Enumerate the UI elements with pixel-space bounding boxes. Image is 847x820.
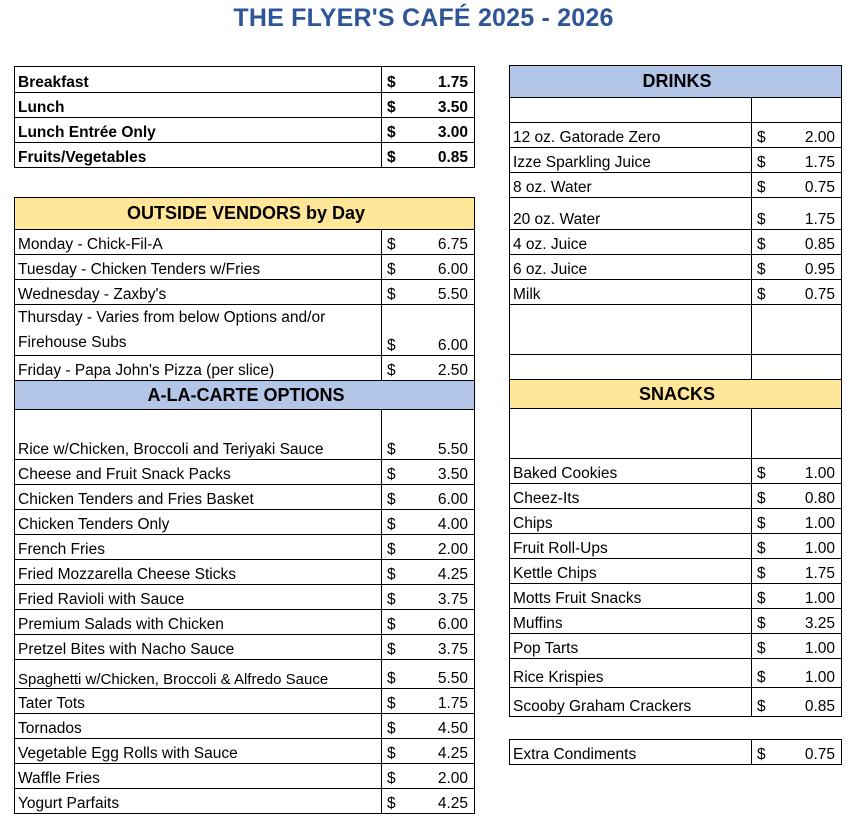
drink-name: 20 oz. Water [510, 198, 752, 230]
snack-name: Chips [510, 509, 752, 534]
snack-price: 1.00 [780, 459, 842, 484]
extra-row [510, 740, 842, 765]
snack-price: 1.00 [780, 509, 842, 534]
item-name: Fried Mozzarella Cheese Sticks [15, 560, 382, 585]
alacarte-row [15, 610, 475, 635]
drink-row [510, 123, 842, 148]
vendor-price: 6.00 [411, 255, 475, 280]
currency-symbol: $ [382, 585, 411, 610]
vendor-row [15, 356, 475, 381]
snack-name: Muffins [510, 609, 752, 634]
currency-symbol: $ [382, 460, 411, 485]
item-name: Premium Salads with Chicken [15, 610, 382, 635]
currency-symbol: $ [382, 789, 411, 814]
alacarte-row [15, 460, 475, 485]
currency-symbol: $ [752, 148, 780, 173]
snack-price: 0.85 [780, 688, 842, 717]
drinks-blank-row [510, 98, 842, 123]
blank-cell [780, 98, 842, 123]
snack-row [510, 688, 842, 717]
drinks-heading: DRINKS [510, 66, 842, 98]
currency-symbol: $ [752, 509, 780, 534]
item-name: Fried Ravioli with Sauce [15, 585, 382, 610]
currency-symbol: $ [382, 93, 411, 118]
snack-price: 1.00 [780, 634, 842, 659]
currency-symbol: $ [382, 535, 411, 560]
currency-symbol: $ [752, 255, 780, 280]
currency-symbol: $ [382, 764, 411, 789]
currency-symbol: $ [382, 689, 411, 714]
snack-name: Fruit Roll-Ups [510, 534, 752, 559]
item-name: Tater Tots [15, 689, 382, 714]
snack-name: Kettle Chips [510, 559, 752, 584]
meal-row [15, 143, 475, 168]
snack-name: Scooby Graham Crackers [510, 688, 752, 717]
currency-symbol: $ [752, 198, 780, 230]
alacarte-row [15, 689, 475, 714]
drink-price: 2.00 [780, 123, 842, 148]
currency-symbol: $ [382, 118, 411, 143]
snack-price: 0.80 [780, 484, 842, 509]
drink-name: 6 oz. Juice [510, 255, 752, 280]
vendor-name: Tuesday - Chicken Tenders w/Fries [15, 255, 382, 280]
snack-row [510, 559, 842, 584]
currency-symbol: $ [752, 740, 780, 765]
snack-name: Motts Fruit Snacks [510, 584, 752, 609]
snack-row [510, 609, 842, 634]
currency-symbol: $ [382, 280, 411, 305]
vendor-price: 6.00 [411, 305, 475, 356]
currency-symbol: $ [382, 305, 411, 356]
drink-row [510, 230, 842, 255]
drink-price: 1.75 [780, 198, 842, 230]
blank-cell [510, 409, 752, 459]
snack-row [510, 509, 842, 534]
currency-symbol: $ [752, 659, 780, 688]
alacarte-row [15, 764, 475, 789]
item-price: 5.50 [411, 410, 475, 460]
meal-name: Lunch Entrée Only [15, 118, 382, 143]
currency-symbol: $ [752, 459, 780, 484]
currency-symbol: $ [752, 484, 780, 509]
currency-symbol: $ [382, 739, 411, 764]
alacarte-row [15, 635, 475, 660]
item-price: 3.50 [411, 460, 475, 485]
item-name: Yogurt Parfaits [15, 789, 382, 814]
meal-name: Breakfast [15, 67, 382, 93]
snack-row [510, 484, 842, 509]
item-price: 4.25 [411, 789, 475, 814]
vendor-price: 6.75 [411, 230, 475, 255]
currency-symbol: $ [382, 714, 411, 739]
item-price: 4.50 [411, 714, 475, 739]
meal-row [15, 118, 475, 143]
currency-symbol: $ [382, 143, 411, 168]
vendor-name-line2: Firehouse Subs [18, 334, 127, 351]
alacarte-row [15, 585, 475, 610]
drink-price: 0.85 [780, 230, 842, 255]
blank-cell [780, 355, 842, 380]
item-price: 2.00 [411, 535, 475, 560]
vendor-row [15, 280, 475, 305]
drinks-header-row [510, 66, 842, 98]
currency-symbol: $ [752, 609, 780, 634]
meal-price: 0.85 [411, 143, 475, 168]
currency-symbol: $ [752, 534, 780, 559]
item-price: 6.00 [411, 610, 475, 635]
snack-row [510, 659, 842, 688]
currency-symbol: $ [752, 634, 780, 659]
vendor-name-line1: Thursday - Varies from below Options and/or [18, 309, 326, 326]
item-name: Chicken Tenders and Fries Basket [15, 485, 382, 510]
drink-row [510, 148, 842, 173]
item-name: Spaghetti w/Chicken, Broccoli & Alfredo Sauce [15, 660, 382, 689]
blank-cell [752, 305, 780, 355]
snack-name: Baked Cookies [510, 459, 752, 484]
vendor-name [15, 305, 382, 356]
item-name: Chicken Tenders Only [15, 510, 382, 535]
item-name: Tornados [15, 714, 382, 739]
drink-name: 4 oz. Juice [510, 230, 752, 255]
item-name: Pretzel Bites with Nacho Sauce [15, 635, 382, 660]
item-name: Waffle Fries [15, 764, 382, 789]
currency-symbol: $ [382, 635, 411, 660]
blank-cell [510, 98, 752, 123]
blank-cell [780, 409, 842, 459]
drink-row [510, 280, 842, 305]
drink-name: Milk [510, 280, 752, 305]
snack-row [510, 459, 842, 484]
snack-name: Pop Tarts [510, 634, 752, 659]
vendors-header-row [15, 198, 475, 230]
snack-row [510, 584, 842, 609]
blank-cell [510, 305, 752, 355]
alacarte-heading: A-LA-CARTE OPTIONS [15, 381, 475, 410]
snack-price: 1.00 [780, 584, 842, 609]
drinks-snacks-table [509, 65, 842, 717]
meal-price: 3.00 [411, 118, 475, 143]
alacarte-row [15, 560, 475, 585]
meal-price: 1.75 [411, 67, 475, 93]
alacarte-row [15, 510, 475, 535]
drink-row [510, 198, 842, 230]
currency-symbol: $ [382, 510, 411, 535]
item-price: 5.50 [411, 660, 475, 689]
vendor-row [15, 255, 475, 280]
item-price: 4.00 [411, 510, 475, 535]
drink-name: 12 oz. Gatorade Zero [510, 123, 752, 148]
snack-name: Cheez-Its [510, 484, 752, 509]
currency-symbol: $ [382, 660, 411, 689]
currency-symbol: $ [382, 485, 411, 510]
meal-row [15, 93, 475, 118]
currency-symbol: $ [752, 123, 780, 148]
page-title: THE FLYER'S CAFÉ 2025 - 2026 [233, 4, 614, 32]
vendor-name: Wednesday - Zaxby's [15, 280, 382, 305]
item-name: Rice w/Chicken, Broccoli and Teriyaki Sauce [15, 410, 382, 460]
snacks-heading: SNACKS [510, 380, 842, 409]
item-name: Cheese and Fruit Snack Packs [15, 460, 382, 485]
blank-cell [752, 409, 780, 459]
alacarte-row [15, 789, 475, 814]
drink-row [510, 173, 842, 198]
drink-row [510, 255, 842, 280]
item-price: 3.75 [411, 585, 475, 610]
drink-name: 8 oz. Water [510, 173, 752, 198]
currency-symbol: $ [382, 230, 411, 255]
alacarte-row [15, 660, 475, 689]
currency-symbol: $ [382, 410, 411, 460]
currency-symbol: $ [382, 560, 411, 585]
meal-row [15, 67, 475, 93]
blank-cell [752, 98, 780, 123]
vendor-name: Friday - Papa John's Pizza (per slice) [15, 356, 382, 381]
item-price: 6.00 [411, 485, 475, 510]
drink-price: 0.75 [780, 173, 842, 198]
currency-symbol: $ [752, 559, 780, 584]
alacarte-row [15, 485, 475, 510]
currency-symbol: $ [752, 173, 780, 198]
snack-price: 1.00 [780, 659, 842, 688]
drink-price: 1.75 [780, 148, 842, 173]
currency-symbol: $ [752, 584, 780, 609]
currency-symbol: $ [752, 688, 780, 717]
drink-name: Izze Sparkling Juice [510, 148, 752, 173]
snack-price: 1.75 [780, 559, 842, 584]
alacarte-header-row [15, 381, 475, 410]
alacarte-row [15, 714, 475, 739]
meal-name: Fruits/Vegetables [15, 143, 382, 168]
blank-cell [752, 355, 780, 380]
blank-cell [780, 305, 842, 355]
snacks-header-row [510, 380, 842, 409]
alacarte-row [15, 410, 475, 460]
snacks-blank-row [510, 409, 842, 459]
alacarte-row [15, 535, 475, 560]
snack-name: Rice Krispies [510, 659, 752, 688]
meal-price: 3.50 [411, 93, 475, 118]
alacarte-row [15, 739, 475, 764]
drink-price: 0.95 [780, 255, 842, 280]
vendor-price: 2.50 [411, 356, 475, 381]
item-price: 2.00 [411, 764, 475, 789]
currency-symbol: $ [382, 610, 411, 635]
currency-symbol: $ [752, 280, 780, 305]
meal-name: Lunch [15, 93, 382, 118]
snack-price: 1.00 [780, 534, 842, 559]
currency-symbol: $ [382, 255, 411, 280]
vendors-heading: OUTSIDE VENDORS by Day [15, 198, 475, 230]
currency-symbol: $ [382, 356, 411, 381]
snack-row [510, 534, 842, 559]
extra-name: Extra Condiments [510, 740, 752, 765]
item-price: 4.25 [411, 739, 475, 764]
item-price: 3.75 [411, 635, 475, 660]
vendor-row [15, 230, 475, 255]
drinks-blank-row [510, 355, 842, 380]
menu-table [14, 197, 475, 814]
snack-price: 3.25 [780, 609, 842, 634]
snack-row [510, 634, 842, 659]
extra-price: 0.75 [780, 740, 842, 765]
meals-table [14, 66, 475, 168]
extra-table [509, 739, 842, 765]
drink-price: 0.75 [780, 280, 842, 305]
drinks-blank-row [510, 305, 842, 355]
currency-symbol: $ [752, 230, 780, 255]
vendor-price: 5.50 [411, 280, 475, 305]
vendor-row [15, 305, 475, 356]
vendor-name: Monday - Chick-Fil-A [15, 230, 382, 255]
item-name: French Fries [15, 535, 382, 560]
currency-symbol: $ [382, 67, 411, 93]
item-name: Vegetable Egg Rolls with Sauce [15, 739, 382, 764]
item-price: 4.25 [411, 560, 475, 585]
blank-cell [510, 355, 752, 380]
item-price: 1.75 [411, 689, 475, 714]
